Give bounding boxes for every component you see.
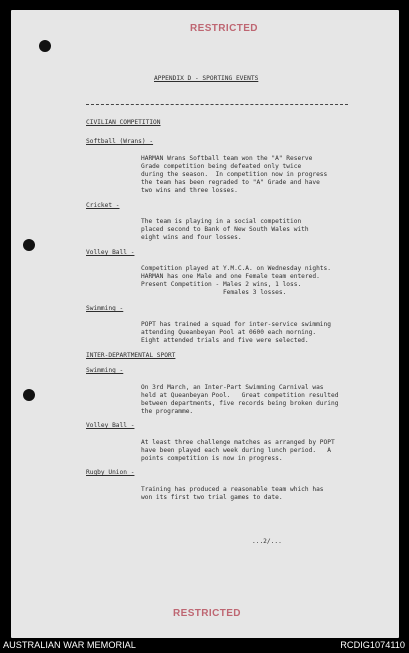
body-line: Grade competition being defeated only twice	[141, 163, 302, 170]
body-line: the programme.	[141, 408, 194, 415]
item-label-swimming: Swimming -	[86, 367, 124, 374]
body-line: points competition is now in progress.	[141, 455, 283, 462]
punch-hole-top	[39, 40, 51, 52]
body-line: won its first two trial games to date.	[141, 494, 283, 501]
document-title: APPENDIX D - SPORTING EVENTS	[154, 75, 259, 82]
body-line: Present Competition - Males 2 wins, 1 loss.	[141, 281, 302, 288]
punch-hole-bottom	[23, 389, 35, 401]
body-line: during the season. In competition now in progress	[141, 171, 328, 178]
archive-footer	[0, 639, 409, 653]
item-label-rugby-union: Rugby Union -	[86, 469, 135, 476]
section-heading-interdepartmental: INTER-DEPARTMENTAL SPORT	[86, 352, 176, 359]
document-page	[11, 10, 399, 638]
footer-source: AUSTRALIAN WAR MEMORIAL	[3, 640, 136, 650]
page-continuation: ...2/...	[252, 538, 282, 545]
item-label-softball: Softball (Wrans) -	[86, 138, 154, 145]
body-line: attending Queanbeyan Pool at 0600 each morning.	[141, 329, 317, 336]
item-label-swimming: Swimming -	[86, 305, 124, 312]
item-label-volleyball: Volley Ball -	[86, 249, 135, 256]
body-line: The team is playing in a social competition	[141, 218, 302, 225]
body-line: two wins and three losses.	[141, 187, 238, 194]
body-line: HARMAN Wrans Softball team won the "A" Reserve	[141, 155, 313, 162]
body-line: placed second to Bank of New South Wales with	[141, 226, 309, 233]
restricted-stamp-bottom: RESTRICTED	[173, 608, 241, 619]
body-line: On 3rd March, an Inter-Part Swimming Carnival was	[141, 384, 324, 391]
body-line: held at Queanbeyan Pool. Great competition resulted	[141, 392, 339, 399]
body-line: have been played each week during lunch period. A	[141, 447, 331, 454]
body-line: the team has been regraded to "A" Grade and have	[141, 179, 320, 186]
body-line: POPT has trained a squad for inter-service swimming	[141, 321, 331, 328]
body-line: eight wins and four losses.	[141, 234, 242, 241]
punch-hole-middle	[23, 239, 35, 251]
item-label-cricket: Cricket -	[86, 202, 120, 209]
body-line: At least three challenge matches as arranged by POPT	[141, 439, 335, 446]
body-line: HARMAN has one Male and one Female team entered.	[141, 273, 320, 280]
body-line: Females 3 losses.	[141, 289, 287, 296]
restricted-stamp-top: RESTRICTED	[190, 23, 258, 34]
body-line: between departments, five records being broken during	[141, 400, 339, 407]
body-line: Competition played at Y.M.C.A. on Wednesday nights.	[141, 265, 331, 272]
footer-record-id: RCDIG1074110	[340, 640, 405, 650]
body-line: Training has produced a reasonable team which has	[141, 486, 324, 493]
body-line: Eight attended trials and five were selected.	[141, 337, 309, 344]
dashed-divider	[86, 104, 348, 105]
section-heading-civilian: CIVILIAN COMPETITION	[86, 119, 161, 126]
item-label-volleyball: Volley Ball -	[86, 422, 135, 429]
